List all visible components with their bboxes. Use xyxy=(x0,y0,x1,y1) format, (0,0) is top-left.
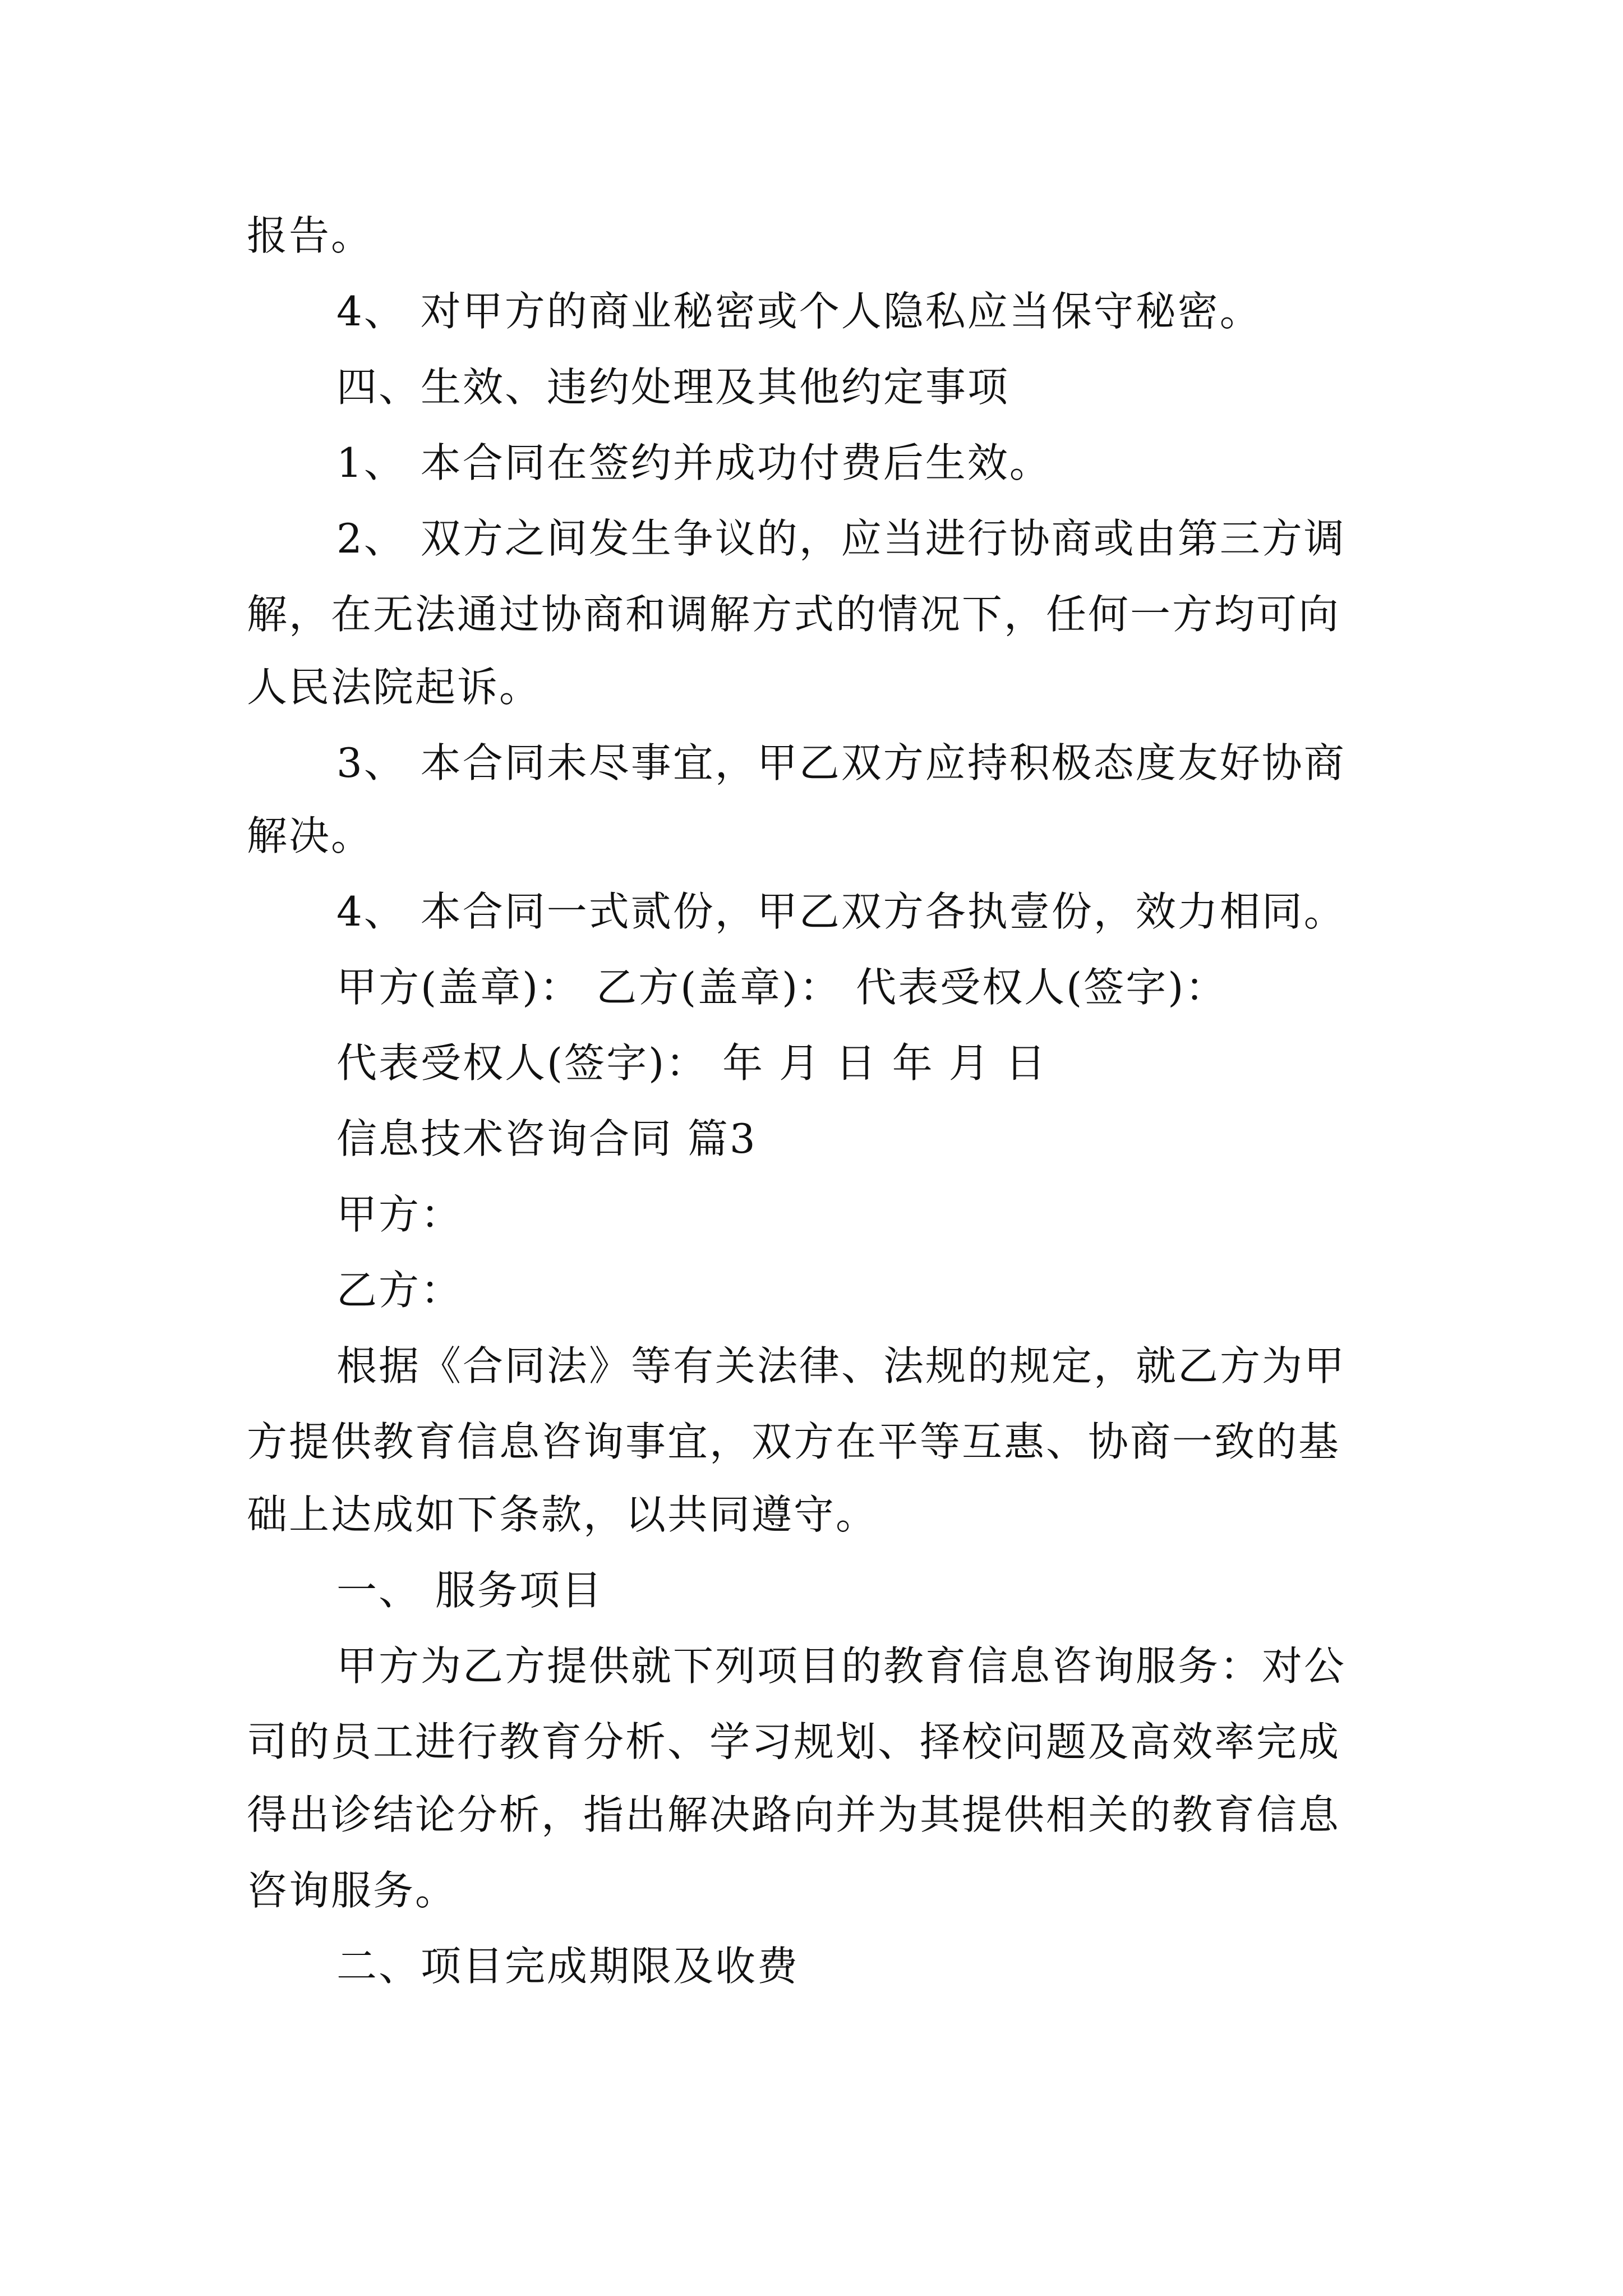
paragraph-line: 解，在无法通过协商和调解方式的情况下，任何一方均可向 xyxy=(247,591,1341,638)
party-a-line: 甲方： xyxy=(336,1191,463,1238)
contract-title: 信息技术咨询合同 篇3 xyxy=(336,1115,757,1162)
section-heading: 一、 服务项目 xyxy=(336,1567,603,1614)
clause-line: 2、 双方之间发生争议的，应当进行协商或由第三方调 xyxy=(336,515,1346,562)
paragraph-line: 咨询服务。 xyxy=(247,1867,458,1914)
paragraph-line: 甲方为乙方提供就下列项目的教育信息咨询服务：对公 xyxy=(336,1642,1347,1690)
paragraph-line: 得出诊结论分析，指出解决路向并为其提供相关的教育信息 xyxy=(247,1791,1341,1838)
section-heading: 二、项目完成期限及收费 xyxy=(336,1943,800,1990)
paragraph-line: 司的员工进行教育分析、学习规划、择校问题及高效率完成 xyxy=(247,1718,1341,1765)
clause-line: 4、 本合同一式贰份，甲乙双方各执壹份，效力相同。 xyxy=(336,888,1346,935)
signature-date-line: 代表受权人(签字)： 年 月 日 年 月 日 xyxy=(336,1039,1048,1087)
paragraph-line: 根据《合同法》等有关法律、法规的规定，就乙方为甲 xyxy=(336,1342,1347,1389)
paragraph-line: 方提供教育信息咨询事宜，双方在平等互惠、协商一致的基 xyxy=(247,1418,1341,1465)
paragraph-line: 报告。 xyxy=(247,212,374,259)
paragraph-line: 础上达成如下条款，以共同遵守。 xyxy=(247,1491,878,1538)
clause-line: 3、 本合同未尽事宜，甲乙双方应持积极态度友好协商 xyxy=(336,739,1346,786)
section-heading: 四、生效、违约处理及其他约定事项 xyxy=(336,364,1010,411)
paragraph-line: 解决。 xyxy=(247,812,374,859)
clause-line: 1、 本合同在签约并成功付费后生效。 xyxy=(336,439,1052,486)
paragraph-line: 人民法院起诉。 xyxy=(247,664,542,711)
clause-line: 4、 对甲方的商业秘密或个人隐私应当保守秘密。 xyxy=(336,288,1262,335)
signature-line: 甲方(盖章)： 乙方(盖章)： 代表受权人(签字)： xyxy=(336,964,1228,1011)
party-b-line: 乙方： xyxy=(336,1267,463,1314)
